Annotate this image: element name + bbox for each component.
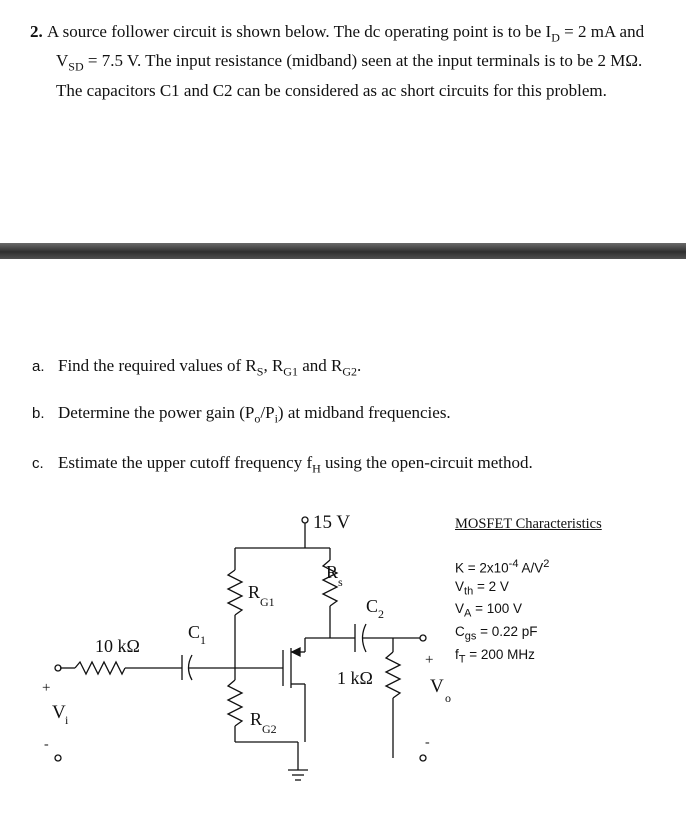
spec-ft: $f_T = 200$ MHz bbox=[455, 646, 535, 666]
svg-text:G2: G2 bbox=[262, 722, 277, 736]
question-b: b. Determine the power gain $(P_o/P_i)$ at midband frequencies. bbox=[32, 403, 451, 426]
c2-label: C bbox=[366, 596, 379, 616]
vo-label: V bbox=[430, 676, 444, 697]
vi-minus-sign: - bbox=[44, 737, 49, 752]
spec-cgs: $C_{gs} = 0.22$ pF bbox=[455, 623, 538, 643]
spec-va: $V_A = 100$ V bbox=[455, 601, 523, 620]
svg-text:G1: G1 bbox=[260, 595, 275, 609]
vo-plus-terminal bbox=[420, 635, 426, 641]
supply-terminal bbox=[302, 517, 308, 523]
mosfet-characteristics bbox=[455, 515, 602, 668]
rs-label: R bbox=[326, 562, 339, 582]
vo-minus-sign: - bbox=[425, 735, 430, 750]
svg-text:s: s bbox=[338, 575, 343, 589]
vo-minus-terminal bbox=[420, 755, 426, 761]
specs-heading: MOSFET Characteristics bbox=[455, 516, 602, 532]
problem-statement bbox=[30, 20, 660, 102]
source-follower-circuit bbox=[30, 500, 460, 805]
rg2-label: R bbox=[250, 709, 263, 729]
rg2-resistor bbox=[228, 680, 242, 726]
svg-text:i: i bbox=[65, 713, 69, 727]
question-c: c. Estimate the upper cutoff frequency $f_H$ using the open-circuit method. bbox=[32, 453, 533, 476]
rin-resistor bbox=[75, 662, 125, 674]
svg-text:o: o bbox=[445, 691, 451, 705]
rg1-resistor bbox=[228, 570, 242, 615]
vi-minus-terminal bbox=[55, 755, 61, 761]
svg-text:1: 1 bbox=[200, 633, 206, 647]
rload-resistor bbox=[386, 652, 400, 698]
spec-vth: $V_{th} = 2$ V bbox=[455, 578, 509, 598]
rin-label: 10 kΩ bbox=[95, 636, 140, 656]
c1-label: C bbox=[188, 622, 201, 642]
problem-number: 2. bbox=[30, 22, 43, 41]
mosfet-arrow bbox=[292, 648, 300, 656]
svg-text:2: 2 bbox=[378, 607, 384, 621]
spec-k: $K = 2x10^{-4}$ $A/V^2$ bbox=[455, 558, 550, 576]
rload-label: 1 kΩ bbox=[337, 668, 373, 688]
vi-plus-sign: + bbox=[42, 680, 51, 696]
question-a: a. Find the required values of $R_S$, $R_{G1}$ and $R_{G2}$. bbox=[32, 356, 362, 379]
supply-label: 15 V bbox=[313, 512, 351, 533]
vo-plus-sign: + bbox=[425, 652, 434, 668]
section-divider bbox=[0, 243, 686, 259]
problem-body: 2. A source follower circuit is shown below. The dc operating point is to be $I_D = 2$ mA and $V_{SD} = 7.5$ V. The input resistance (midband) seen at the input terminals is to be 2 MΩ. The capacitors C1 and C2 can be considered as ac short circuits for this problem. bbox=[30, 22, 645, 100]
rg1-label: R bbox=[248, 582, 261, 602]
vi-label: V bbox=[52, 702, 66, 723]
